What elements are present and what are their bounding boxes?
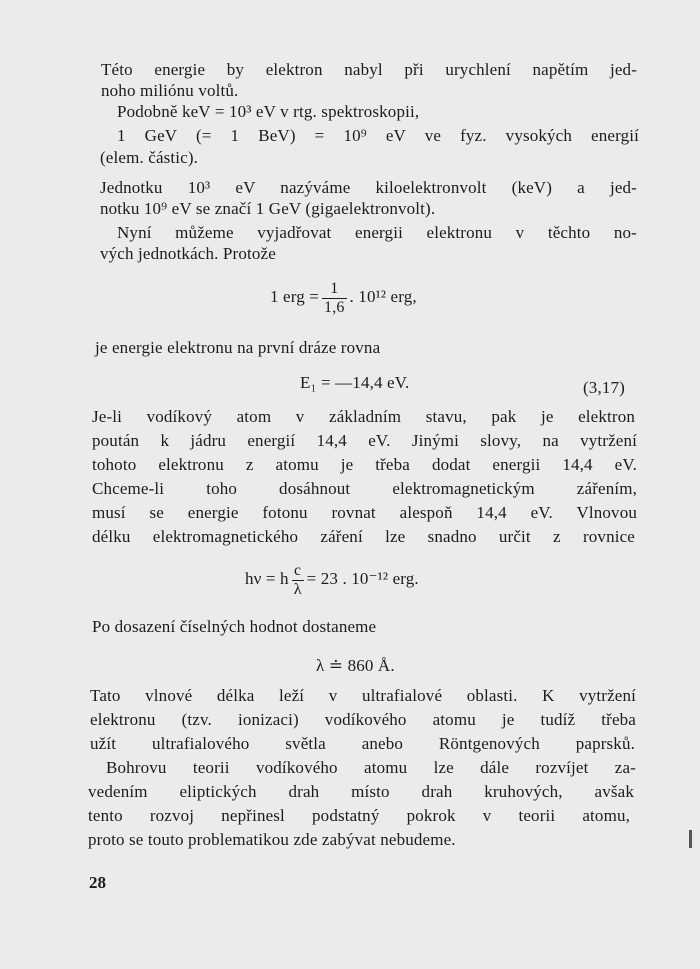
text-line: (elem. částic). [100,148,199,167]
text-line: proto se touto problematikou zde zabývat nebudeme. [88,830,456,849]
text-line: užít ultrafialového světla anebo Röntgenových paprsků. [90,734,635,753]
text-line: 1 GeV (= 1 BeV) = 10⁹ eV ve fyz. vysokých energií [117,126,639,145]
page-number: 28 [89,873,106,892]
text-line: Jednotku 10³ eV nazýváme kiloelektronvolt (keV) a jed- [100,178,637,197]
equation-erg [270,278,417,317]
text-line: Této energie by elektron nabyl při urychlení napětím jed- [101,60,637,79]
margin-mark [689,830,692,848]
fraction-numerator: c [292,562,304,581]
equation-h-nu [245,560,419,599]
text-line: elektronu (tzv. ionizaci) vodíkového atomu je tudíž třeba [90,710,636,729]
equation-lambda: λ ≐ 860 Å. [316,656,395,675]
fraction-denominator: λ [293,580,302,598]
text-line: noho miliónu voltů. [101,81,239,100]
text-line: vých jednotkách. Protože [100,244,276,263]
fraction [322,280,346,317]
text-line: Chceme-li toho dosáhnout elektromagnetickým zářením, [92,479,637,498]
text-line: je energie elektronu na první dráze rovna [95,338,381,357]
text-line: Je-li vodíkový atom v základním stavu, pak je elektron [92,407,635,426]
text-line: tento rozvoj nepřinesl podstatný pokrok v teorii atomu, [88,806,630,825]
equation-number: (3,17) [583,378,625,397]
text-line: poután k jádru energií 14,4 eV. Jinými slovy, na vytržení [92,431,637,450]
equation-rhs: . 10¹² erg, [349,287,417,306]
text-line: Nyní můžeme vyjadřovat energii elektronu v těchto no- [117,223,637,242]
fraction-denominator: 1,6 [324,298,345,316]
text-line: vedením eliptických drah místo drah kruhových, avšak [88,782,634,801]
text-line: Podobně keV = 10³ eV v rtg. spektroskopii, [117,102,420,121]
equation-lhs: 1 erg = [270,287,320,306]
equation-lhs: hν = h [245,569,289,588]
fraction-numerator: 1 [322,280,346,299]
text-line: notku 10⁹ eV se značí 1 GeV (gigaelektronvolt). [100,199,436,218]
text-line: Bohrovu teorii vodíkového atomu lze dále rozvíjet za- [106,758,636,777]
text-line: délku elektromagnetického záření lze snadno určit z rovnice [92,527,635,546]
text-line: Tato vlnové délka leží v ultrafialové oblasti. K vytržení [90,686,636,705]
text-line: tohoto elektronu z atomu je třeba dodat energii 14,4 eV. [92,455,637,474]
equation-e1: E₁ = —14,4 eV. [300,373,410,392]
fraction [292,562,304,599]
equation-rhs: = 23 . 10⁻¹² erg. [306,569,419,588]
text-line: Po dosazení číselných hodnot dostaneme [92,617,377,636]
text-line: musí se energie fotonu rovnat alespoň 14,4 eV. Vlnovou [92,503,637,522]
